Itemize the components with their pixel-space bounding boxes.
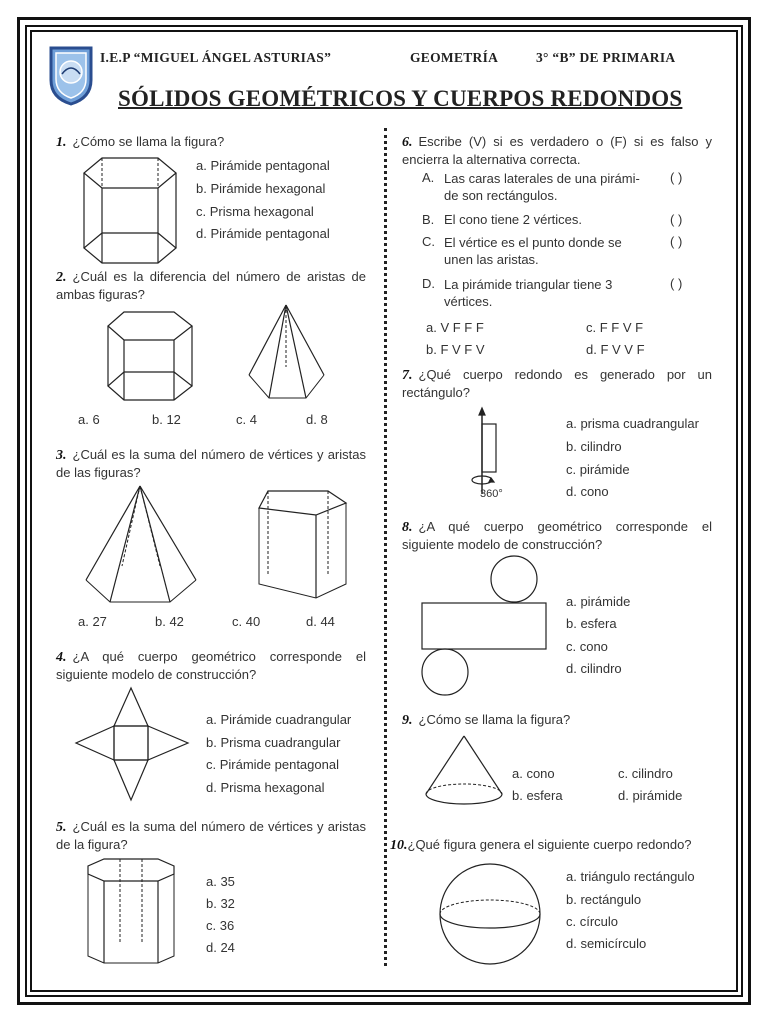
- option-10c[interactable]: c. círculo: [566, 914, 619, 929]
- question-8: [402, 518, 712, 553]
- option-9d[interactable]: d. pirámide: [618, 788, 683, 803]
- hexagonal-prism-figure: [82, 155, 182, 265]
- option-5c[interactable]: c. 36: [206, 918, 235, 933]
- option-2a[interactable]: a. 6: [78, 412, 100, 427]
- statement-b-text: El cono tiene 2 vértices.: [444, 212, 583, 227]
- hexagonal-pyramid-figure: [84, 484, 199, 606]
- cone-figure: [424, 734, 506, 810]
- option-6c[interactable]: c. F F V F: [586, 320, 644, 335]
- statement-d-label: D.: [422, 276, 435, 291]
- statement-c-text: El vértice es el punto donde se unen las aristas.: [444, 235, 622, 267]
- option-8c[interactable]: c. cono: [566, 639, 608, 654]
- school-logo-icon: [47, 44, 95, 106]
- option-10a[interactable]: a. triángulo rectángulo: [566, 869, 695, 884]
- option-6b[interactable]: b. F V F V: [426, 342, 485, 357]
- option-4b[interactable]: b. Prisma cuadrangular: [206, 735, 341, 750]
- option-3c[interactable]: c. 40: [232, 614, 261, 629]
- question-number: 1.: [56, 135, 67, 150]
- option-7d[interactable]: d. cono: [566, 484, 609, 499]
- question-number: 5.: [56, 820, 67, 835]
- question-5: [56, 818, 366, 853]
- hexagonal-prism-figure-2: [106, 310, 198, 406]
- option-4a[interactable]: a. Pirámide cuadrangular: [206, 712, 352, 727]
- question-7: [402, 366, 712, 401]
- question-text: ¿Cuál es la diferencia del número de aristas de ambas figuras?: [56, 269, 366, 302]
- option-1b[interactable]: b. Pirámide hexagonal: [196, 181, 326, 196]
- statement-d-blank[interactable]: ( ): [670, 276, 683, 291]
- question-text: ¿A qué cuerpo geométrico corresponde el siguiente modelo de construcción?: [56, 649, 366, 682]
- sphere-figure: [438, 862, 542, 966]
- option-7a[interactable]: a. prisma cuadrangular: [566, 416, 699, 431]
- statement-c-label: C.: [422, 234, 435, 249]
- option-7b[interactable]: b. cilindro: [566, 439, 622, 454]
- option-10b[interactable]: b. rectángulo: [566, 892, 642, 907]
- question-text: ¿Cómo se llama la figura?: [72, 134, 225, 149]
- option-10d[interactable]: d. semicírculo: [566, 936, 647, 951]
- option-3b[interactable]: b. 42: [155, 614, 184, 629]
- question-text: ¿Cómo se llama la figura?: [418, 712, 571, 727]
- option-1a[interactable]: a. Pirámide pentagonal: [196, 158, 330, 173]
- square-pyramid-net-figure: [74, 686, 194, 806]
- option-5a[interactable]: a. 35: [206, 874, 235, 889]
- rotation-label: 360°: [480, 488, 503, 500]
- question-text: Escribe (V) si es verdadero o (F) si es falso y encierra la alternativa correcta.: [402, 134, 712, 167]
- statement-a-text: Las caras laterales de una pirámi- de son rectángulos.: [444, 171, 640, 203]
- subject-name: GEOMETRÍA: [410, 50, 499, 65]
- question-3: [56, 446, 366, 481]
- statement-b-blank[interactable]: ( ): [670, 212, 683, 227]
- grade-label: 3° “B” DE PRIMARIA: [536, 50, 676, 65]
- cylinder-net-figure: [418, 554, 553, 699]
- option-7c[interactable]: c. pirámide: [566, 462, 630, 477]
- question-4: [56, 648, 366, 683]
- pentagonal-prism-figure: [256, 488, 351, 603]
- question-number: 9.: [402, 713, 413, 728]
- pentagonal-pyramid-figure: [244, 303, 329, 403]
- question-text: ¿A qué cuerpo geométrico corresponde el siguiente modelo de construcción?: [402, 519, 712, 552]
- question-number: 8.: [402, 520, 413, 535]
- option-4d[interactable]: d. Prisma hexagonal: [206, 780, 325, 795]
- option-1d[interactable]: d. Pirámide pentagonal: [196, 226, 330, 241]
- rotating-rectangle-figure: [458, 408, 508, 500]
- question-6: [402, 133, 712, 168]
- option-5b[interactable]: b. 32: [206, 896, 235, 911]
- question-2: [56, 268, 366, 303]
- statement-a-blank[interactable]: ( ): [670, 170, 683, 185]
- option-3d[interactable]: d. 44: [306, 614, 335, 629]
- question-1: [56, 133, 366, 151]
- question-number: 2.: [56, 270, 67, 285]
- question-number: 3.: [56, 448, 67, 463]
- statement-d-text: La pirámide triangular tiene 3 vértices.: [444, 277, 613, 309]
- school-name: I.E.P “MIGUEL ÁNGEL ASTURIAS”: [100, 50, 332, 65]
- option-3a[interactable]: a. 27: [78, 614, 107, 629]
- option-1c[interactable]: c. Prisma hexagonal: [196, 204, 314, 219]
- option-8a[interactable]: a. pirámide: [566, 594, 631, 609]
- question-text: ¿Cuál es la suma del número de vértices y aristas de las figuras?: [56, 447, 366, 480]
- option-4c[interactable]: c. Pirámide pentagonal: [206, 757, 339, 772]
- option-9b[interactable]: b. esfera: [512, 788, 563, 803]
- option-5d[interactable]: d. 24: [206, 940, 235, 955]
- question-10: [390, 836, 720, 854]
- option-9c[interactable]: c. cilindro: [618, 766, 673, 781]
- octagonal-prism-figure: [84, 856, 180, 976]
- page-title: SÓLIDOS GEOMÉTRICOS Y CUERPOS REDONDOS: [118, 86, 683, 111]
- question-number: 10.: [390, 838, 408, 853]
- option-6d[interactable]: d. F V V F: [586, 342, 645, 357]
- option-2d[interactable]: d. 8: [306, 412, 328, 427]
- question-text: ¿Qué cuerpo redondo es generado por un rectángulo?: [402, 367, 712, 400]
- question-number: 4.: [56, 650, 67, 665]
- statement-b-label: B.: [422, 212, 435, 227]
- question-number: 6.: [402, 135, 413, 150]
- statement-c-blank[interactable]: ( ): [670, 234, 683, 249]
- question-text: ¿Qué figura genera el siguiente cuerpo redondo?: [407, 837, 692, 852]
- option-8b[interactable]: b. esfera: [566, 616, 617, 631]
- statement-a-label: A.: [422, 170, 435, 185]
- question-number: 7.: [402, 368, 413, 383]
- option-8d[interactable]: d. cilindro: [566, 661, 622, 676]
- question-9: [402, 711, 712, 729]
- option-9a[interactable]: a. cono: [512, 766, 555, 781]
- option-2c[interactable]: c. 4: [236, 412, 257, 427]
- column-divider: [384, 128, 387, 966]
- question-text: ¿Cuál es la suma del número de vértices y aristas de la figura?: [56, 819, 366, 852]
- option-2b[interactable]: b. 12: [152, 412, 181, 427]
- option-6a[interactable]: a. V F F F: [426, 320, 484, 335]
